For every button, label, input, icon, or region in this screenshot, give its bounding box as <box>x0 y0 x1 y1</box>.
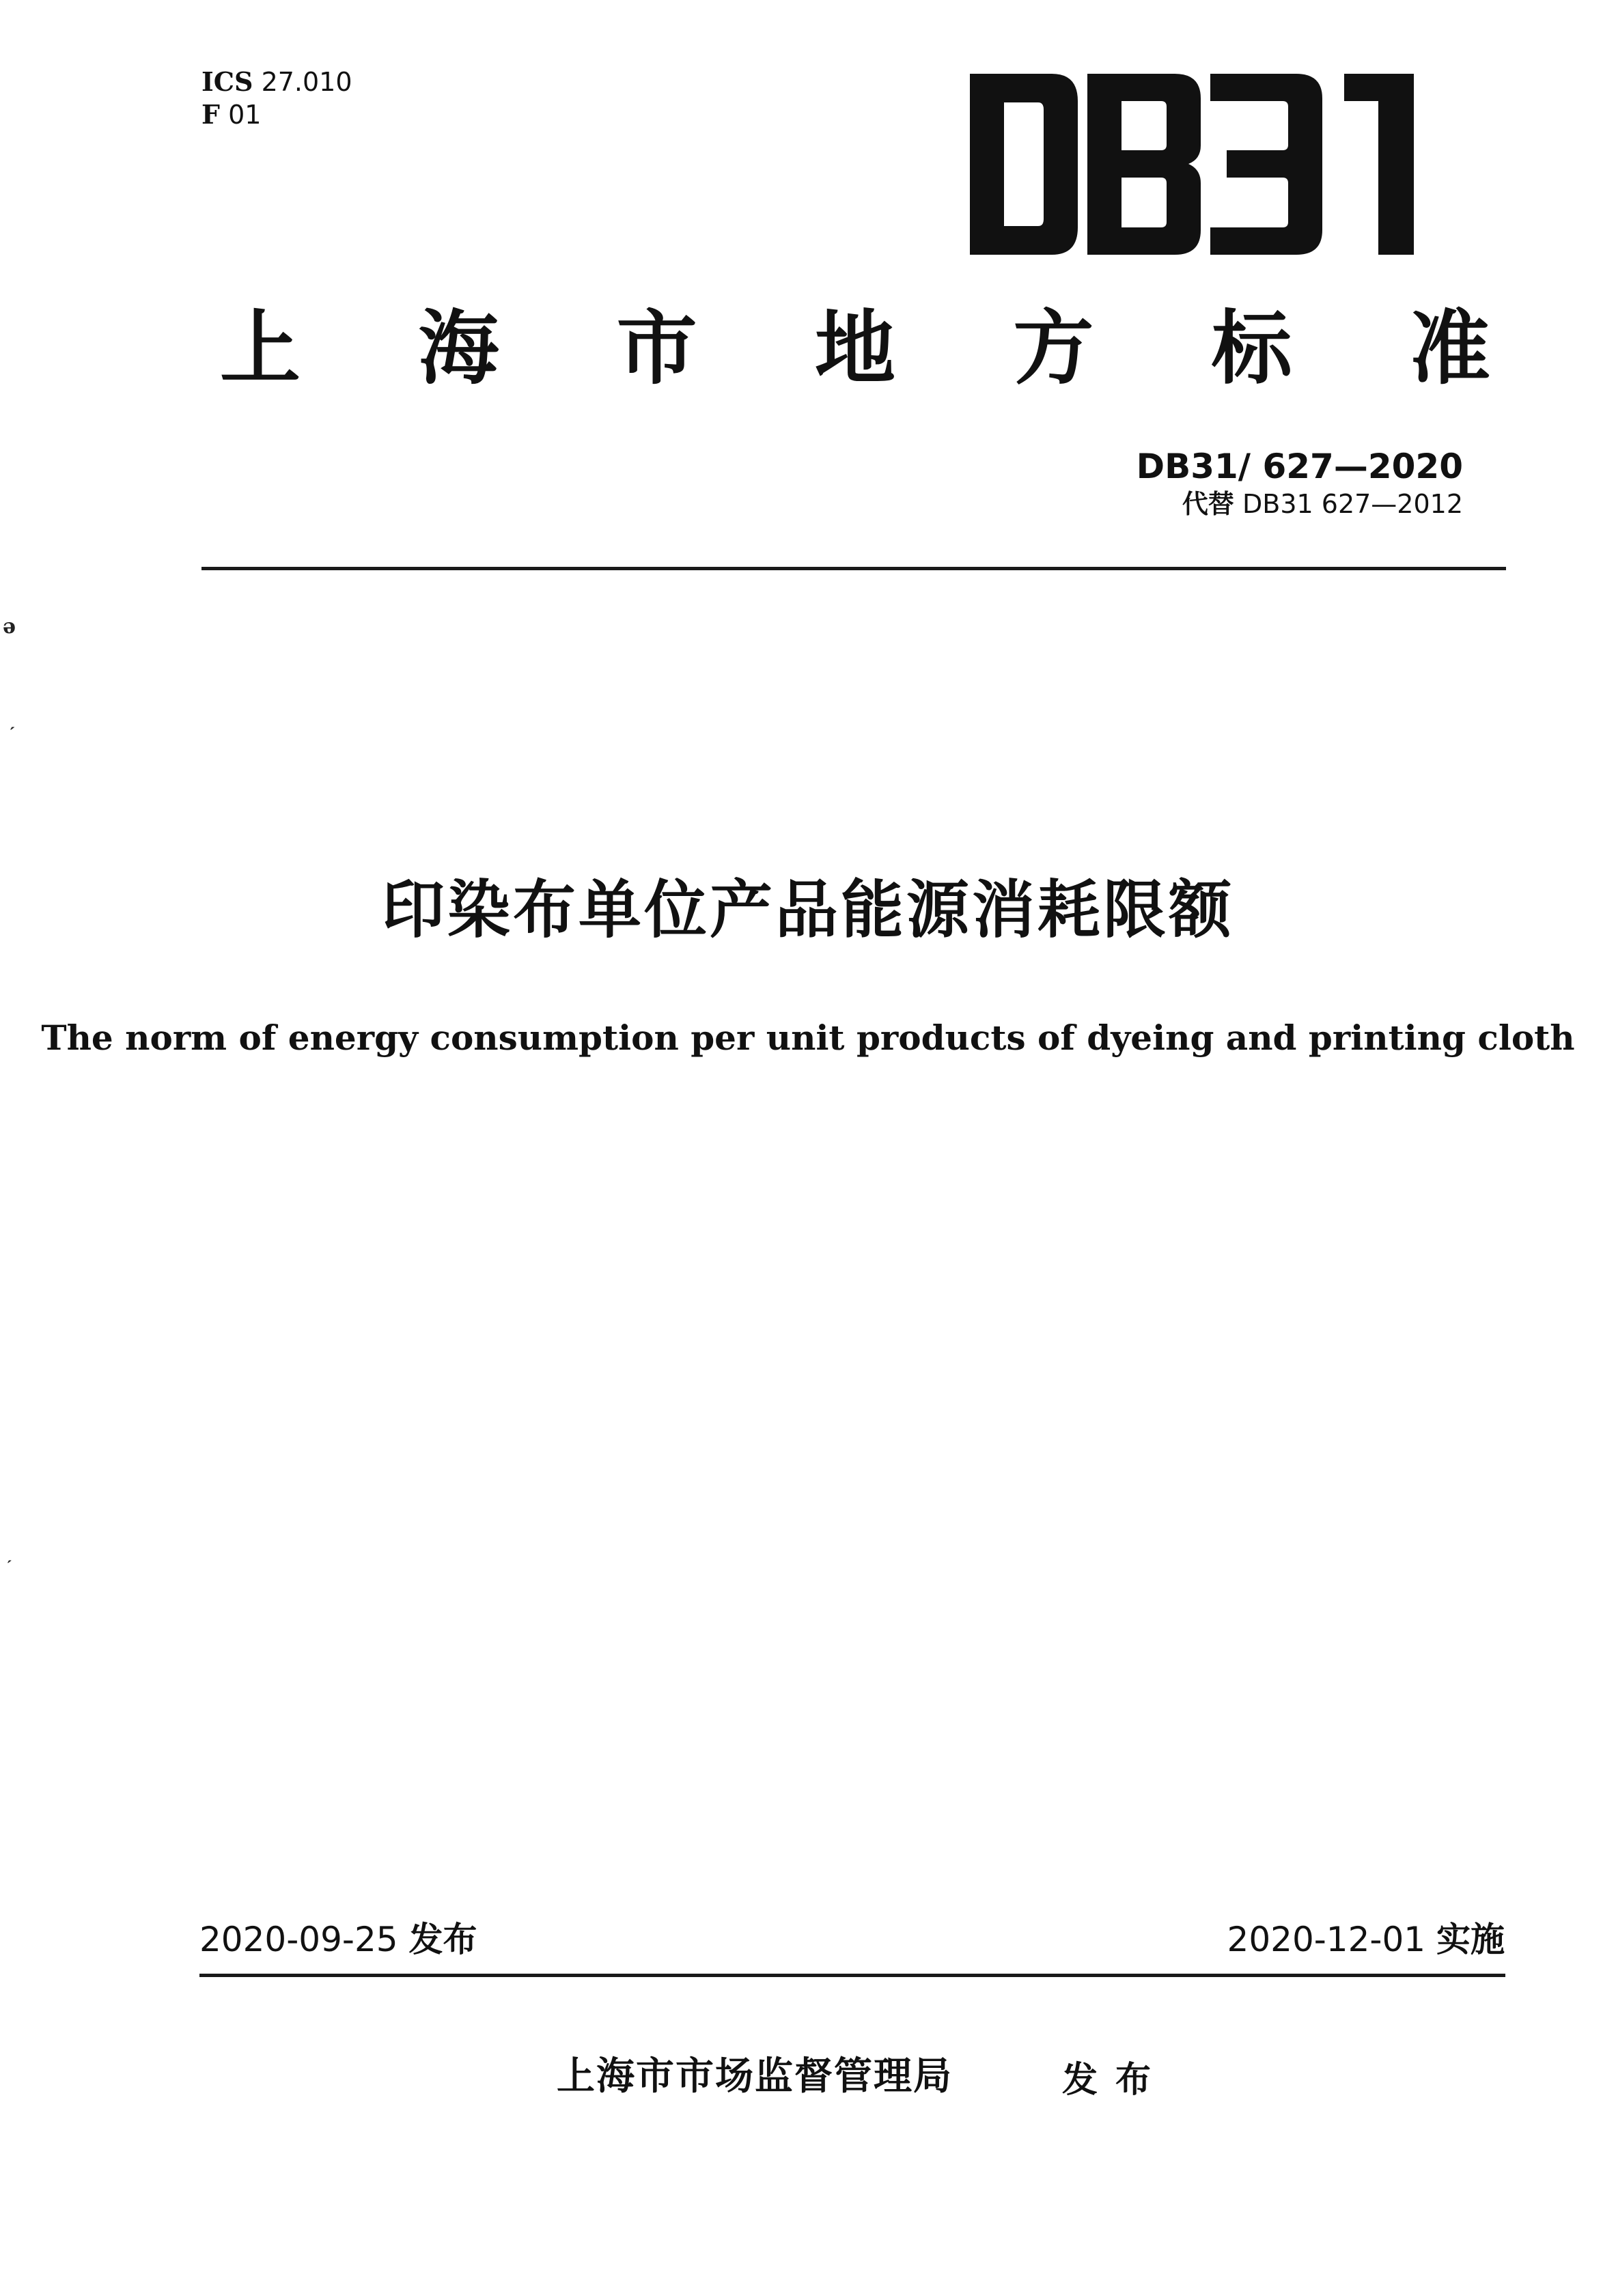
banner-char: 地 <box>814 301 895 395</box>
issuing-authority: 上海市市场监督管理局 <box>557 2054 953 2099</box>
db31-logo <box>970 74 1414 255</box>
banner-char: 准 <box>1409 301 1490 395</box>
banner-char: 上 <box>220 301 301 395</box>
ics-code: 27.010 <box>261 67 352 97</box>
ccs-label: F <box>201 99 220 130</box>
classification-codes <box>201 66 352 131</box>
banner-char: 标 <box>1211 301 1292 395</box>
ics-line <box>201 66 352 98</box>
replaces-label: 代替 <box>1182 489 1234 519</box>
document-title-chinese: 印染布单位产品能源消耗限额 <box>381 873 1234 947</box>
scan-mark: ə <box>3 615 16 639</box>
banner-char: 海 <box>418 301 499 395</box>
standard-number: DB31/ 627—2020 <box>1136 447 1463 486</box>
issue-label: 发布 <box>408 1920 477 1959</box>
document-title-english: The norm of energy consumption per unit products of dyeing and printing cloth <box>41 1018 1575 1058</box>
implement-date-line <box>1227 1918 1505 1961</box>
banner-char: 方 <box>1013 301 1094 395</box>
ccs-line <box>201 98 352 131</box>
ics-label: ICS <box>201 66 253 97</box>
logo-letter-b <box>1087 74 1201 255</box>
implement-label: 实施 <box>1436 1920 1505 1959</box>
header-divider <box>201 567 1506 570</box>
scan-mark: ˏ <box>10 710 16 731</box>
logo-letter-d <box>970 74 1078 255</box>
ccs-code: 01 <box>228 100 262 130</box>
issuing-action: 发布 <box>1062 2060 1169 2101</box>
scan-mark: ˏ <box>7 1543 12 1563</box>
local-standard-banner <box>220 300 1490 396</box>
issue-date: 2020-09-25 <box>199 1920 398 1959</box>
logo-digit-1 <box>1344 74 1414 255</box>
banner-char: 市 <box>616 301 697 395</box>
issue-date-line <box>199 1918 477 1961</box>
logo-text: DB31 <box>1192 176 1194 177</box>
standard-number-block <box>1137 445 1463 520</box>
replaces-line <box>1137 488 1463 520</box>
implement-date: 2020-12-01 <box>1227 1920 1426 1959</box>
logo-digit-3 <box>1210 74 1322 255</box>
footer-divider <box>199 1974 1505 1977</box>
replaces-number: DB31 627—2012 <box>1242 489 1463 519</box>
